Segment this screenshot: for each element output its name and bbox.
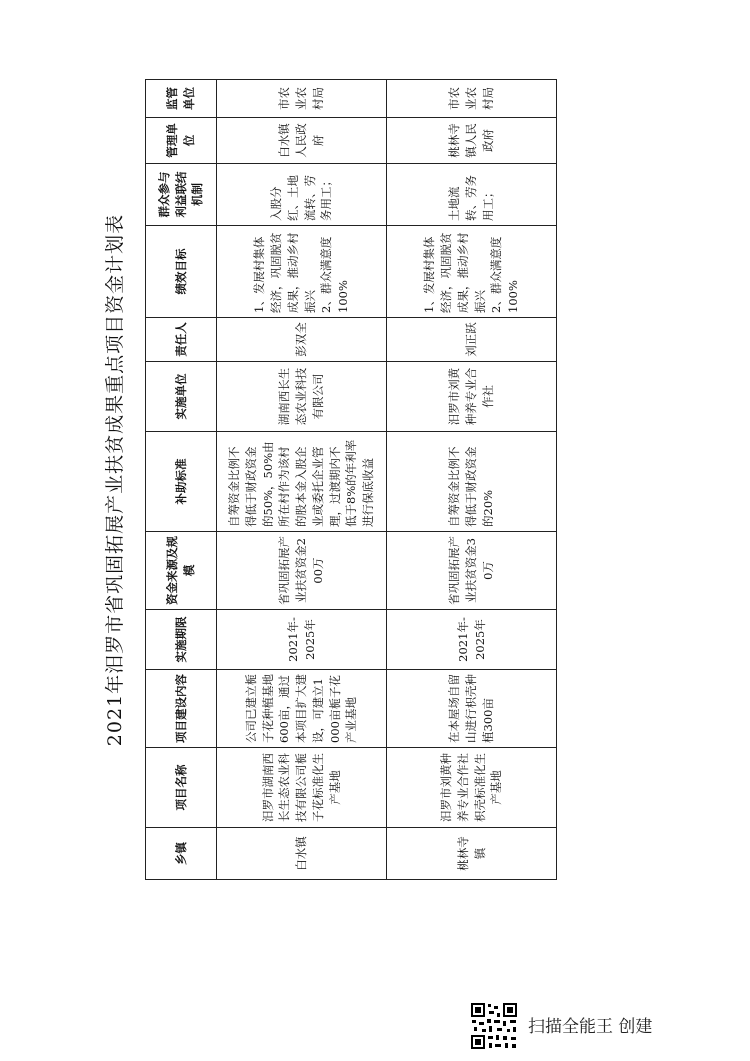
scanner-watermark: [470, 1002, 730, 1054]
table-row: [387, 80, 557, 880]
column-header: 项目建设内容: [146, 670, 217, 748]
funding-cell: 省巩固拓展产业扶贫资金30万: [387, 532, 557, 610]
column-header: 管理单位: [146, 118, 217, 164]
column-header: 实施单位: [146, 362, 217, 432]
table-header-row: [146, 80, 217, 880]
content-cell: 在本屋场自留山进行枳壳种植300亩: [387, 670, 557, 748]
column-header: 责任人: [146, 318, 217, 362]
column-header: 监管单位: [146, 80, 217, 118]
supervisor-cell: 市农业农村局: [217, 80, 387, 118]
goals-cell: [217, 226, 387, 318]
column-header: 乡镇: [146, 828, 217, 880]
project-name-cell: 汨罗市湖南西长生态农业科技有限公司栀子花标准化生产基地: [217, 748, 387, 828]
column-header: 资金来源及规模: [146, 532, 217, 610]
goal-item: 1、发展村集体经济，巩固脱贫成果，推动乡村振兴: [252, 232, 317, 313]
person-cell: 彭双全: [217, 318, 387, 362]
rotated-document: [95, 80, 565, 880]
column-header: 绩效目标: [146, 226, 217, 318]
goal-item: 2、群众满意度100%: [489, 236, 520, 313]
manager-cell: 桃林寺镇人民政府: [387, 118, 557, 164]
qr-code-icon: [470, 1002, 518, 1050]
unit-cell: 汨罗市刘黄种养专业合作社: [387, 362, 557, 432]
person-cell: 刘正跃: [387, 318, 557, 362]
content-cell: 公司已建立栀子花种植基地600亩，通过本项目扩大建设，可建立1000亩栀子花产业基地: [217, 670, 387, 748]
project-name-cell: 汨罗市刘黄种养专业合作社枳壳标准化生产基地: [387, 748, 557, 828]
funding-cell: 省巩固拓展产业扶贫资金200万: [217, 532, 387, 610]
column-header: 补助标准: [146, 432, 217, 532]
scanner-brand-text: 扫描全能王 创建: [528, 1017, 653, 1037]
goal-item: 2、群众满意度100%: [319, 236, 350, 313]
column-header: 群众参与利益联结机制: [146, 164, 217, 226]
mechanism-cell: 土地流转、劳务用工；: [387, 164, 557, 226]
column-header: 实施期限: [146, 610, 217, 670]
page-title: 2021年汨罗市省巩固拓展产业扶贫成果重点项目资金计划表: [104, 213, 126, 747]
town-cell: 白水镇: [217, 828, 387, 880]
manager-cell: 白水镇人民政府: [217, 118, 387, 164]
period-cell: 2021年-2025年: [387, 610, 557, 670]
standard-cell: 自筹资金比例不得低于财政资金的50%，50%由所在村作为该村的股本金入股企业或委托企业管理，过渡期内不低于8%的年利率进行保底收益: [217, 432, 387, 532]
town-cell: 桃林寺镇: [387, 828, 557, 880]
goals-cell: [387, 226, 557, 318]
period-cell: 2021年-2025年: [217, 610, 387, 670]
goal-item: 1、发展村集体经济，巩固脱贫成果，推动乡村振兴: [422, 232, 487, 313]
funding-plan-table: [145, 79, 557, 880]
column-header: 项目名称: [146, 748, 217, 828]
table-row: [217, 80, 387, 880]
mechanism-cell: 入股分红、土地流转、劳务用工；: [217, 164, 387, 226]
standard-cell: 自筹资金比例不得低于财政资金的20%: [387, 432, 557, 532]
supervisor-cell: 市农业农村局: [387, 80, 557, 118]
unit-cell: 湖南西长生态农业科技有限公司: [217, 362, 387, 432]
